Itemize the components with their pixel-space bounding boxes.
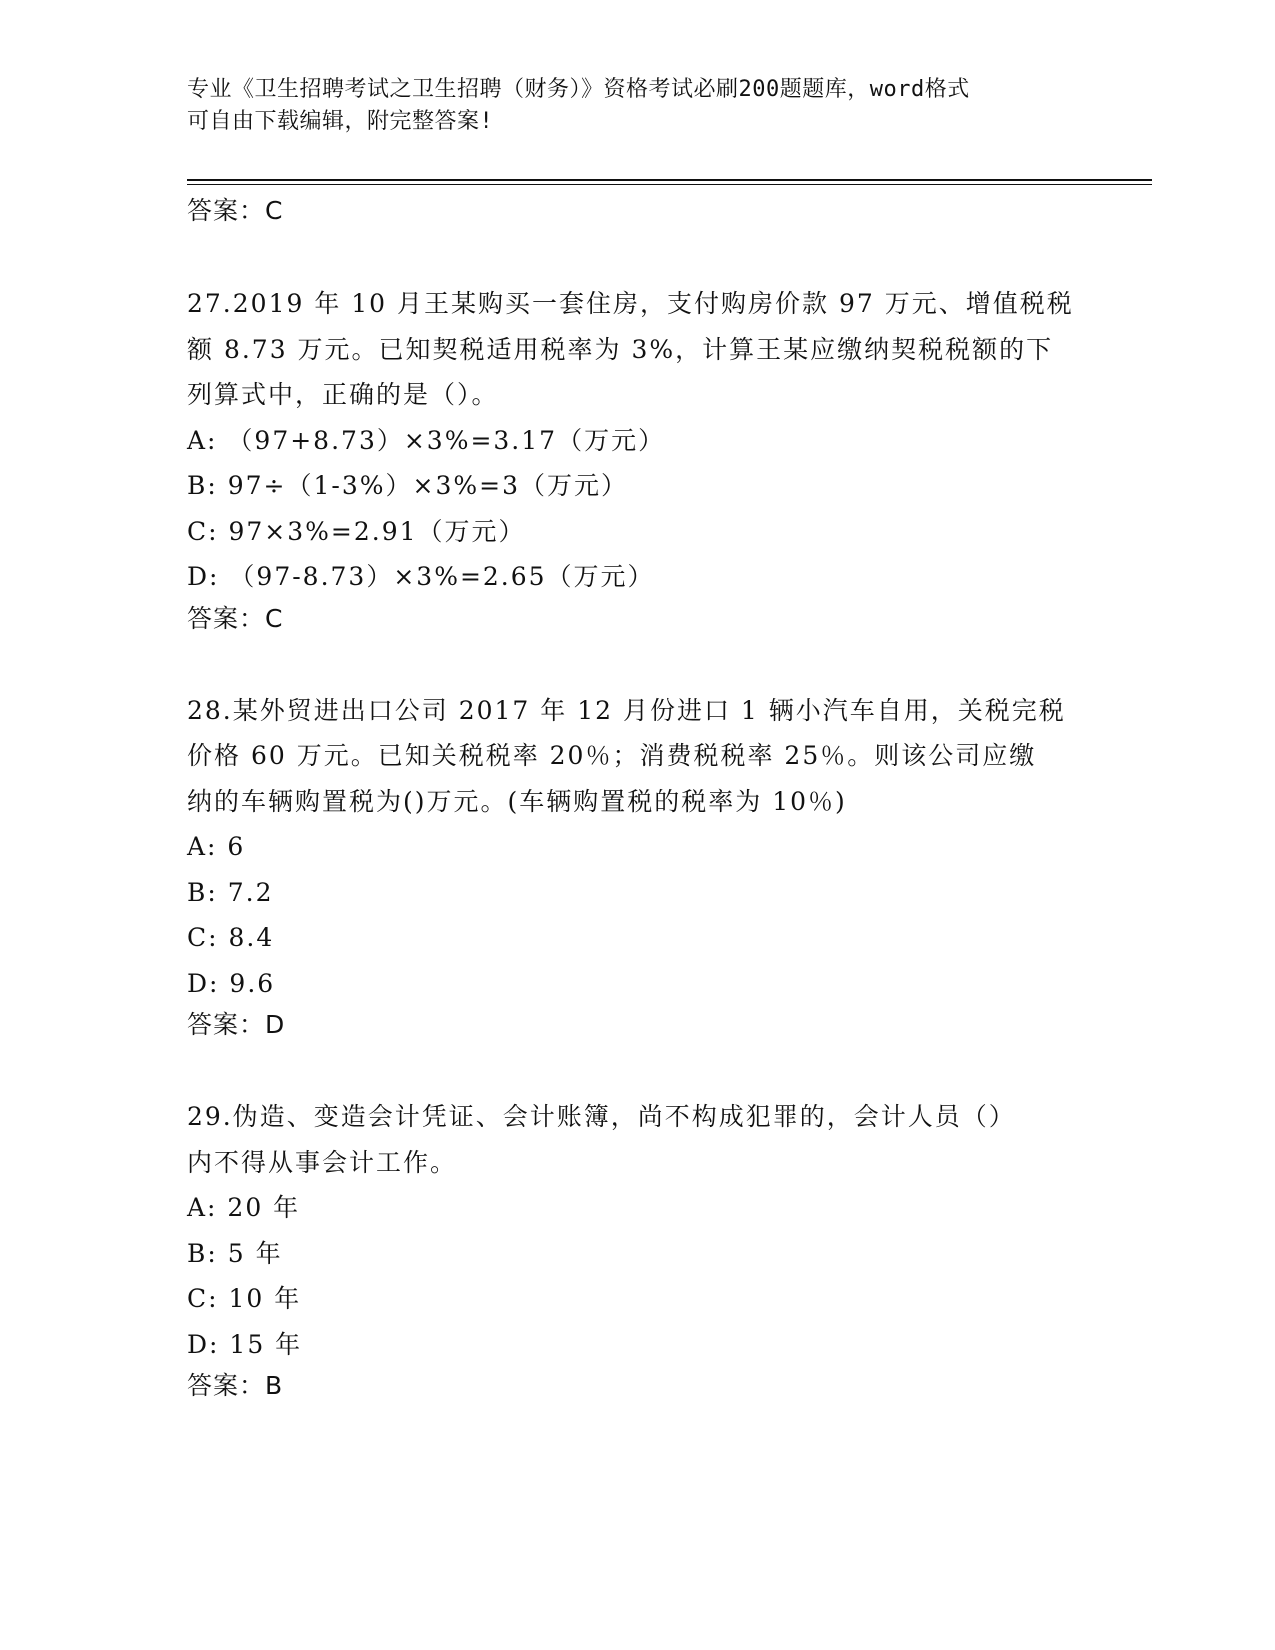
answer-line: 答案：C	[187, 603, 284, 633]
header-line-2: 可自由下载编辑，附完整答案!	[187, 109, 494, 134]
option-a: A: 6	[187, 832, 246, 861]
question-stem-line: 额 8.73 万元。已知契税适用税率为 3%，计算王某应缴纳契税税额的下	[187, 334, 1054, 364]
option-d: D: （97-8.73）×3%=2.65（万元）	[187, 562, 655, 591]
header-rule-thin	[187, 184, 1152, 185]
option-c: C: 97×3%=2.91（万元）	[187, 516, 526, 546]
question-stem-line: 27.2019 年 10 月王某购买一套住房，支付购房价款 97 万元、增值税税	[187, 289, 1074, 318]
option-d: D: 9.6	[187, 968, 276, 998]
option-b: B: 5 年	[187, 1238, 283, 1268]
question-stem-line: 纳的车辆购置税为()万元。(车辆购置税的税率为 10％)	[187, 786, 847, 816]
question-28	[187, 688, 1087, 1043]
answer-line: 答案：B	[187, 1371, 284, 1400]
document-header	[187, 74, 1087, 138]
option-a: A: 20 年	[187, 1193, 301, 1222]
option-d: D: 15 年	[187, 1329, 303, 1359]
question-27	[187, 281, 1087, 636]
question-list	[187, 281, 1087, 1455]
option-c: C: 10 年	[187, 1284, 302, 1313]
answer-line: 答案：C	[187, 196, 284, 225]
question-stem-line: 价格 60 万元。已知关税税率 20％；消费税税率 25％。则该公司应缴	[187, 741, 1037, 770]
option-b: B: 7.2	[187, 877, 274, 907]
header-rule-thick	[187, 179, 1152, 181]
question-stem-line: 29.伪造、变造会计凭证、会计账簿，尚不构成犯罪的，会计人员（）	[187, 1102, 1016, 1131]
header-line-1: 专业《卫生招聘考试之卫生招聘（财务）》资格考试必刷200题题库，word格式	[187, 77, 970, 102]
option-b: B: 97÷（1-3%）×3%=3（万元）	[187, 471, 628, 500]
answer-line: 答案：D	[187, 1010, 286, 1039]
option-c: C: 8.4	[187, 923, 275, 952]
option-a: A: （97+8.73）×3%=3.17（万元）	[187, 425, 666, 455]
question-stem-line: 28.某外贸进出口公司 2017 年 12 月份进口 1 辆小汽车自用，关税完税	[187, 695, 1066, 725]
question-stem-line: 列算式中，正确的是（）。	[187, 380, 499, 409]
question-29	[187, 1094, 1087, 1403]
question-stem-line: 内不得从事会计工作。	[187, 1147, 458, 1177]
